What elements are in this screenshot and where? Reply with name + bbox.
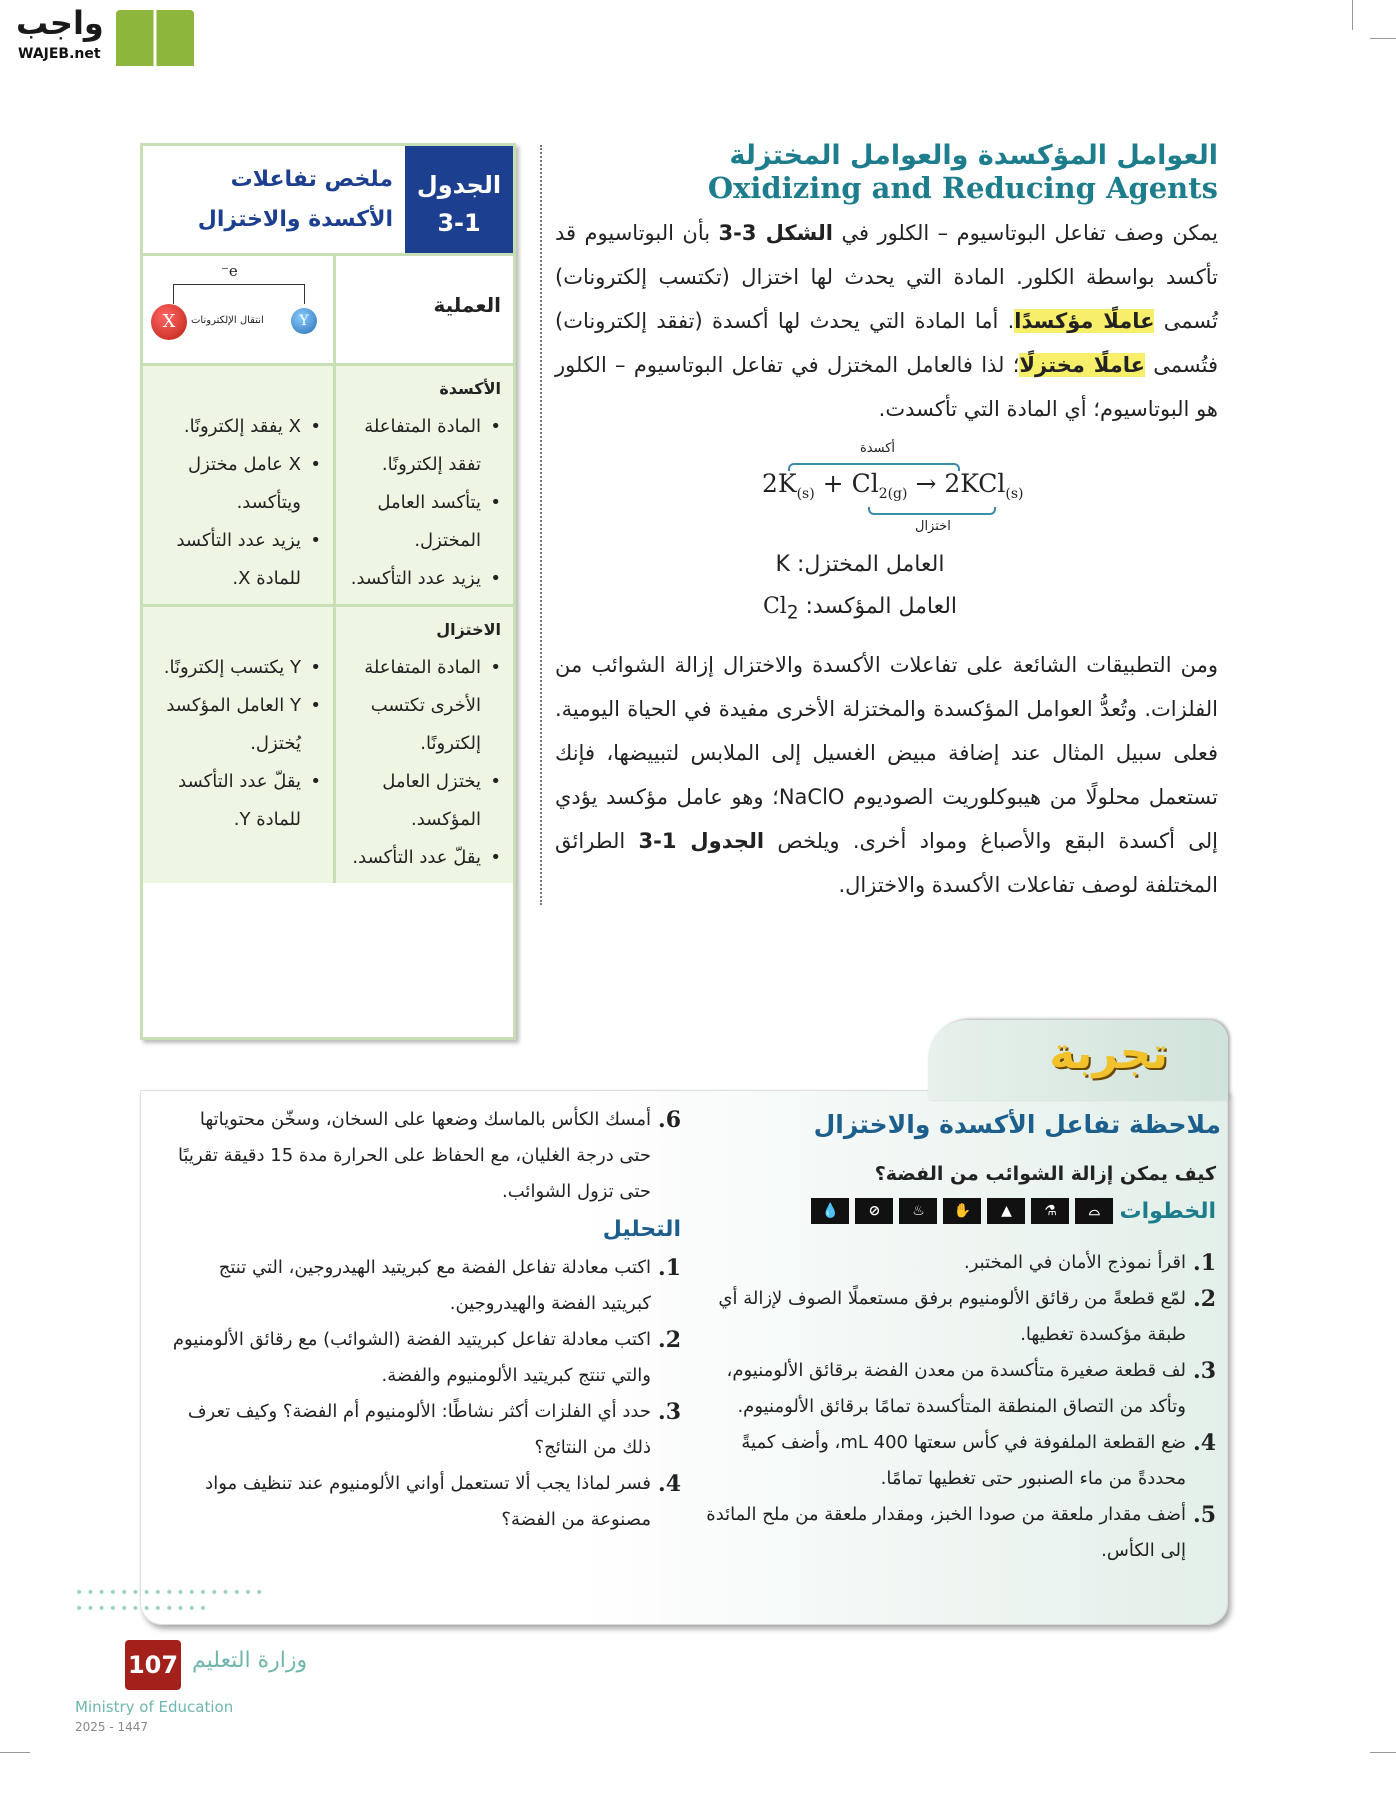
text: الطرائق المختلفة لوصف تفاعلات الأكسدة والاختزال.: [555, 829, 1218, 897]
list-item: • يتأكسد العامل المختزل.: [344, 484, 501, 560]
electron-label: e⁻: [221, 262, 238, 280]
logo-text: واجب: [16, 4, 104, 42]
list-item: [171, 1102, 681, 1210]
list-item: • يزيد عدد التأكسد للمادة X.: [151, 522, 321, 598]
oxidation-row: [143, 366, 513, 607]
reactant-cl: Cl: [851, 469, 879, 498]
table-header: [143, 146, 513, 256]
item-number: 2.: [658, 1327, 681, 1353]
reduction-row: [143, 607, 513, 883]
reactant-k: 2K: [762, 469, 797, 498]
oxidation-example-cell: [143, 366, 333, 604]
oxidation-label: أكسدة: [860, 441, 896, 456]
list-item: [171, 1322, 681, 1394]
section-title-ar: العوامل المؤكسدة والعوامل المختزلة: [729, 140, 1218, 171]
list-item: [706, 1245, 1216, 1281]
crop-mark: [0, 1752, 30, 1753]
experiment-tab-label: تجربة: [1049, 1028, 1168, 1079]
steps-heading: [811, 1198, 1216, 1224]
item-text: فسر لماذا يجب ألا تستعمل أواني الألومنيوم عند تنظيف مواد مصنوعة من الفضة؟: [205, 1473, 651, 1530]
table-number: [405, 146, 513, 253]
list-item: • يقلّ عدد التأكسد للمادة Y.: [151, 763, 321, 839]
logo-latin: WAJEB.net: [18, 46, 101, 62]
item-text: ضع القطعة الملفوفة في كأس سعتها 400 mL، وأضف كميةً محددةً من ماء الصنبور حتى تغطيها تمامًا.: [741, 1432, 1186, 1489]
highlight-term: عاملًا مؤكسدًا: [1014, 309, 1155, 333]
text: العامل المؤكسد:: [798, 594, 958, 619]
subscript: 2: [786, 602, 799, 624]
lab-coat-icon: ⚗: [1031, 1198, 1069, 1224]
item-number: 2.: [1193, 1286, 1216, 1312]
reduction-process-cell: [333, 607, 513, 883]
y-atom: Y: [291, 308, 317, 334]
reduction-heading: الاختزال: [436, 620, 501, 639]
list-item: [171, 1466, 681, 1538]
figure-ref: الشكل 3-3: [718, 221, 833, 245]
reduction-example-cell: [143, 607, 333, 883]
reduction-label: اختزال: [915, 519, 951, 534]
list-item: [706, 1281, 1216, 1353]
item-text: اقرأ نموذج الأمان في المختبر.: [963, 1252, 1186, 1273]
item-number: 6.: [658, 1107, 681, 1133]
chemical-icon: ▲: [987, 1198, 1025, 1224]
item-number: 1.: [658, 1255, 681, 1281]
arrow: →: [915, 469, 937, 498]
item-number: 4.: [1193, 1430, 1216, 1456]
page-number: 107: [125, 1640, 181, 1690]
hand-wash-icon: 💧: [811, 1198, 849, 1224]
item-text: أمسك الكأس بالماسك وضعها على السخان، وسخّن محتوياتها حتى درجة الغليان، مع الحفاظ على الحرارة مدة 15 دقيقة تقريبًا حتى تزول الشوائب.: [178, 1109, 651, 1202]
paragraph-2: [555, 643, 1218, 907]
list-item: • يزيد عدد التأكسد.: [344, 560, 501, 598]
steps-label: الخطوات: [1119, 1198, 1216, 1224]
table-title: ملخص تفاعلات الأكسدة والاختزال: [197, 167, 393, 232]
item-text: اكتب معادلة تفاعل الفضة مع كبريتيد الهيدروجين، التي تنتج كبريتيد الفضة والهيدروجين.: [218, 1257, 651, 1314]
list-item: [171, 1250, 681, 1322]
edition-year: 2025 - 1447: [75, 1720, 149, 1734]
reducing-agent: العامل المختزل: K: [775, 552, 945, 577]
experiment-question: كيف يمكن إزالة الشوائب من الفضة؟: [874, 1163, 1216, 1185]
item-text: حدد أي الفلزات أكثر نشاطًا: الألومنيوم أم الفضة؟ وكيف تعرف ذلك من النتائج؟: [187, 1401, 651, 1458]
ministry-logo-dots: ••••••••••••••••• ••••••••••••: [75, 1585, 267, 1617]
steps-list: [706, 1245, 1216, 1569]
reduction-example-list: [151, 649, 321, 839]
oxidation-process-cell: [333, 366, 513, 604]
table-label: الجدول: [416, 171, 502, 199]
gloves-icon: ✋: [943, 1198, 981, 1224]
right-column: [555, 140, 1218, 907]
text: ومن التطبيقات الشائعة على تفاعلات الأكسدة والاختزال إزالة الشوائب من الفلزات. وتُعدُّ العوامل المؤكسدة والمختزلة الأخرى مفيدة في الحياة اليومية. فعلى سبيل المثال عند إضافة مبيض الغسيل إلى الملابس لتبييضها، فإنك تستعمل محلولًا من هيبوكلوريت الصوديوم NaClO؛ وهو عامل مؤكسد يؤدي إلى أكسدة البقع والأصباغ ومواد أخرى. ويلخص: [555, 653, 1219, 853]
table-ref: الجدول 1-3: [638, 829, 765, 853]
goggles-icon: ⌓: [1075, 1198, 1113, 1224]
list-item: • المادة المتفاعلة الأخرى تكتسب إلكترونًا.: [344, 649, 501, 763]
process-row: [143, 256, 513, 366]
list-item: [171, 1394, 681, 1466]
list-item: • المادة المتفاعلة تفقد إلكترونًا.: [344, 408, 501, 484]
crop-mark: [1370, 1752, 1396, 1753]
no-fire-icon: ⊘: [855, 1198, 893, 1224]
highlight-term: عاملًا مختزلًا: [1019, 353, 1145, 377]
ministry-name-ar: وزارة التعليم: [192, 1648, 308, 1673]
x-atom: X: [151, 304, 187, 340]
list-item: • يختزل العامل المؤكسد.: [344, 763, 501, 839]
oxidation-heading: الأكسدة: [439, 379, 501, 398]
ministry-name-en: Ministry of Education: [75, 1698, 234, 1716]
process-header: العملية: [333, 256, 513, 363]
reduction-process-list: [344, 649, 501, 877]
state: 2(g): [878, 486, 908, 502]
item-number: 5.: [1193, 1502, 1216, 1528]
section-title-en: Oxidizing and Reducing Agents: [707, 171, 1218, 205]
formula: Cl: [762, 594, 787, 619]
state: (s): [796, 486, 815, 502]
experiment-title: ملاحظة تفاعل الأكسدة والاختزال: [813, 1110, 1221, 1139]
list-item: • X يفقد إلكترونًا.: [151, 408, 321, 446]
equation: [740, 441, 1040, 551]
item-text: لمّع قطعةً من رقائق الألومنيوم برفق مستعملًا الصوف لإزالة أي طبقة مؤكسدة تغطيها.: [718, 1288, 1186, 1345]
text: . أما المادة التي يحدث لها أكسدة (تفقد إلكترونات) فتُسمى: [555, 309, 1218, 377]
state: (s): [1005, 486, 1024, 502]
equation-block: [555, 437, 1218, 637]
product: 2KCl: [944, 469, 1006, 498]
item-number: 1.: [1193, 1250, 1216, 1276]
list-item: • X عامل مختزل ويتأكسد.: [151, 446, 321, 522]
oxidation-process-list: [344, 408, 501, 598]
experiment-tab: [928, 1020, 1228, 1100]
list-item: • Y العامل المؤكسد يُختزل.: [151, 687, 321, 763]
equation-text: [762, 469, 1024, 502]
table-number-value: 3-1: [437, 209, 481, 237]
item-text: أضف مقدار ملعقة من صودا الخبز، ومقدار ملعقة من ملح المائدة إلى الكأس.: [706, 1504, 1186, 1561]
item-number: 3.: [1193, 1358, 1216, 1384]
oxidizing-agent: [740, 594, 980, 623]
wajeb-logo: [8, 4, 193, 70]
plus: +: [822, 469, 844, 498]
transfer-arrow: [173, 284, 305, 304]
list-item: [706, 1353, 1216, 1425]
analysis-heading: التحليل: [602, 1217, 681, 1242]
item-number: 4.: [658, 1471, 681, 1497]
text: يمكن وصف تفاعل البوتاسيوم – الكلور في: [833, 221, 1218, 245]
list-item: [706, 1425, 1216, 1497]
text: بأن البوتاسيوم قد تأكسد بواسطة الكلور. المادة التي يحدث لها اختزال (تكتسب إلكترونات) تُسمى: [555, 221, 1218, 333]
crop-mark: [1352, 0, 1353, 30]
column-divider: [540, 145, 542, 905]
list-item: • Y يكتسب إلكترونًا.: [151, 649, 321, 687]
electron-transfer-diagram: [143, 256, 333, 363]
paragraph-1: [555, 211, 1218, 431]
item-text: لف قطعة صغيرة متأكسدة من معدن الفضة برقائق الألومنيوم، وتأكد من التصاق المنطقة المتأكسدة تمامًا برقائق الألومنيوم.: [726, 1360, 1186, 1417]
text: ؛ لذا فالعامل المختزل في تفاعل البوتاسيوم – الكلور هو البوتاسيوم؛ أي المادة التي تأكسدت.: [555, 353, 1218, 421]
hot-surface-icon: ♨: [899, 1198, 937, 1224]
oxidation-example-list: [151, 408, 321, 598]
crop-mark: [1370, 38, 1396, 39]
transfer-label: انتقال الإلكترونات: [191, 315, 264, 326]
reduction-bracket: [868, 507, 996, 515]
summary-table: [140, 143, 516, 1040]
list-item: [706, 1497, 1216, 1569]
item-number: 3.: [658, 1399, 681, 1425]
steps-list-continued: [171, 1102, 681, 1538]
book-icon: [116, 10, 194, 66]
list-item: • يقلّ عدد التأكسد.: [344, 839, 501, 877]
item-text: اكتب معادلة تفاعل كبريتيد الفضة (الشوائب) مع رقائق الألومنيوم والتي تنتج كبريتيد الألومنيوم والفضة.: [172, 1329, 651, 1386]
